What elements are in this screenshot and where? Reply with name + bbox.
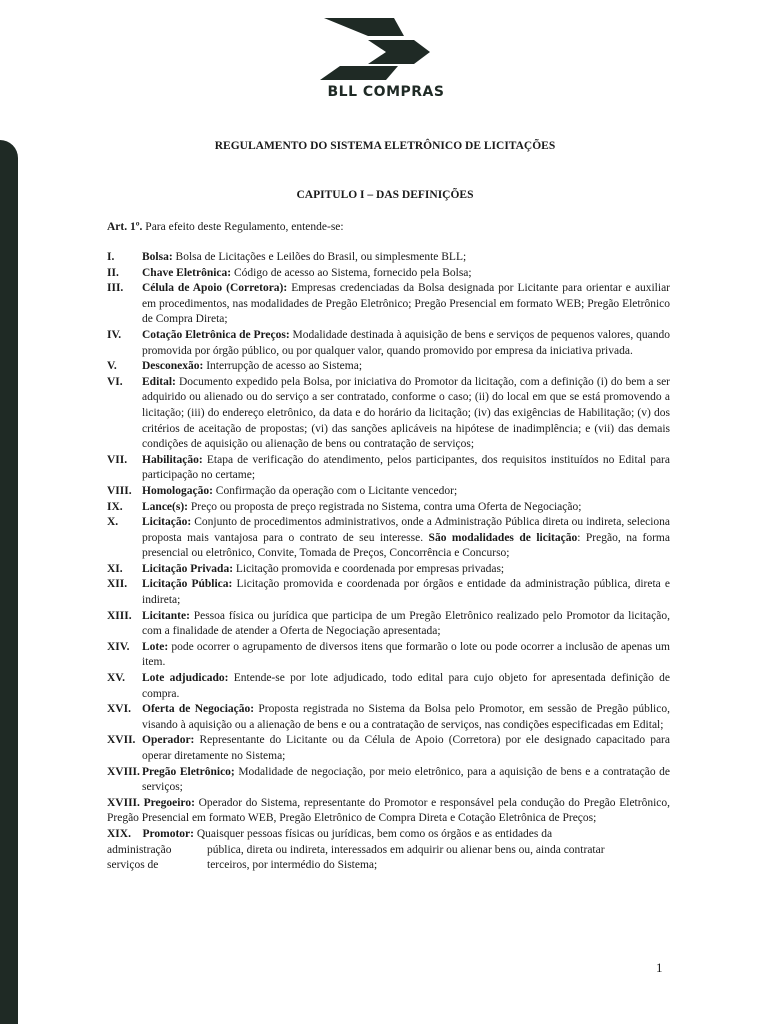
definition-item bbox=[107, 577, 670, 608]
definition-text: Operador do Sistema, representante do Promotor e responsável pela condução do Pregão Eletrônico, Pregão Presencial em formato WEB, Pregão Eletrônico de Compra Direta e Cotação Eletrônica de Preços; bbox=[107, 796, 670, 825]
definition-text: Conjunto de procedimentos administrativos, onde a Administração Pública direta ou indireta, seleciona proposta mais vantajosa para o contrato de seu interesse. bbox=[142, 516, 670, 544]
definition-number: XI. bbox=[107, 562, 123, 575]
definition-term-secondary: São modalidades de licitação bbox=[428, 531, 578, 544]
definition-item-promotor bbox=[107, 827, 670, 843]
continuation-right: terceiros, por intermédio do Sistema; bbox=[207, 859, 378, 872]
definition-item bbox=[107, 702, 670, 733]
definition-term: Bolsa: bbox=[142, 251, 173, 263]
definition-term: Habilitação: bbox=[142, 453, 203, 466]
article-intro-text: Para efeito deste Regulamento, entende-se: bbox=[142, 221, 344, 233]
definition-text: Proposta registrada no Sistema da Bolsa pelo Promotor, em sessão de Pregão público, visando à aquisição ou a alienação de bens e ou a contratação de serviços, nas condições especificadas em Edital; bbox=[142, 703, 670, 731]
definition-item bbox=[107, 500, 670, 516]
definition-text: Código de acesso ao Sistema, fornecido pela Bolsa; bbox=[231, 266, 472, 279]
definition-item bbox=[107, 609, 670, 640]
definition-item bbox=[107, 375, 670, 453]
left-decorative-band bbox=[0, 140, 18, 1024]
definition-number: I. bbox=[107, 251, 115, 263]
promotor-continuation-line bbox=[107, 843, 670, 859]
definition-number: XVI. bbox=[107, 703, 131, 716]
definition-text: Bolsa de Licitações e Leilões do Brasil, ou simplesmente BLL; bbox=[172, 251, 467, 263]
definition-term: Homologação: bbox=[142, 484, 213, 497]
definition-number: IX. bbox=[107, 500, 123, 513]
definition-item-pregoeiro bbox=[107, 796, 670, 827]
definition-item bbox=[107, 266, 670, 282]
chapter-title: CAPITULO I – DAS DEFINIÇÕES bbox=[296, 189, 474, 201]
definition-item bbox=[107, 733, 670, 764]
definition-text: Pessoa física ou jurídica que participa de um Pregão Eletrônico realizado pelo Promotor da licitação, com a finalidade de atender a Oferta de Negociação apresentada; bbox=[142, 609, 670, 638]
definition-term: Lote adjudicado: bbox=[142, 672, 229, 685]
definition-term: Oferta de Negociação: bbox=[142, 703, 255, 716]
article-intro bbox=[107, 221, 344, 233]
definition-text: Representante do Licitante ou da Célula de Apoio (Corretora) por ele designado capacitado para operar diretamente no Sistema; bbox=[142, 734, 670, 762]
definition-term: Cotação Eletrônica de Preços: bbox=[142, 328, 290, 341]
page-number: 1 bbox=[656, 960, 663, 975]
definition-item bbox=[107, 562, 670, 578]
definition-text: Quaisquer pessoas físicas ou jurídicas, bem como os órgãos e as entidades da bbox=[193, 827, 553, 840]
definition-text: Empresas credenciadas da Bolsa designada por Licitante para orientar e auxiliar em procedimentos, nas modalidades de Pregão Eletrônico; Pregão Presencial em formato WEB; Pregão Eletrônico de Compra Direta; bbox=[142, 282, 670, 326]
definition-number: IV. bbox=[107, 328, 122, 341]
definitions-list bbox=[107, 250, 670, 874]
definition-number: XIV. bbox=[107, 640, 130, 653]
definition-number: VII. bbox=[107, 453, 128, 466]
definition-term: Licitante: bbox=[142, 609, 190, 622]
definition-item bbox=[107, 640, 670, 671]
definition-number: X. bbox=[107, 516, 119, 529]
definition-item bbox=[107, 328, 670, 359]
definition-text: Preço ou proposta de preço registrada no Sistema, contra uma Oferta de Negociação; bbox=[188, 500, 582, 513]
brand-name: BLL COMPRAS bbox=[327, 84, 445, 100]
definition-number: II. bbox=[107, 266, 119, 279]
definition-item bbox=[107, 515, 670, 562]
definition-item bbox=[107, 359, 670, 375]
definition-text: Modalidade de negociação, por meio eletrônico, para a aquisição de bens e a contratação de serviços; bbox=[142, 765, 670, 794]
definition-text: Interrupção de acesso ao Sistema; bbox=[203, 360, 363, 373]
definition-item bbox=[107, 281, 670, 328]
definition-text: Licitação promovida e coordenada por órgãos e entidade da administração pública, direta e indireta; bbox=[142, 578, 670, 607]
definition-term: Operador: bbox=[142, 734, 195, 747]
continuation-right: pública, direta ou indireta, interessados em adquirir ou alienar bens ou, ainda contratar bbox=[207, 843, 605, 856]
definition-item bbox=[107, 453, 670, 484]
definition-term: Edital: bbox=[142, 375, 176, 388]
definition-number: V. bbox=[107, 360, 117, 373]
definition-item bbox=[107, 250, 670, 266]
definition-term: Lote: bbox=[142, 640, 169, 653]
definition-term: Pregão Eletrônico; bbox=[142, 765, 235, 778]
definition-text: Entende-se por lote adjudicado, todo edital para cujo objeto for apresentada definição de compra. bbox=[142, 672, 670, 700]
definition-number: XIX. bbox=[107, 827, 131, 840]
definition-number: XVIII. bbox=[107, 796, 140, 809]
continuation-left: administração bbox=[107, 843, 172, 856]
definition-text: Modalidade destinada à aquisição de bens e serviços de pequenos valores, quando promovida por órgão público, ou por qualquer valor, quando promovido por empresa da iniciativa privada. bbox=[142, 328, 670, 357]
definition-item bbox=[107, 484, 670, 500]
definition-item bbox=[107, 765, 670, 796]
definition-text: Confirmação da operação com o Licitante vencedor; bbox=[212, 484, 458, 497]
chevron-logo-icon bbox=[306, 14, 466, 82]
definition-text: Licitação promovida e coordenada por empresas privadas; bbox=[233, 562, 505, 575]
definition-number: VIII. bbox=[107, 484, 132, 497]
definition-text: Etapa de verificação do atendimento, pelos participantes, dos requisitos instituídos no Edital para participação no certame; bbox=[142, 453, 670, 482]
definition-number: III. bbox=[107, 282, 124, 295]
brand-logo bbox=[306, 14, 466, 100]
definition-text: Documento expedido pela Bolsa, por iniciativa do Promotor da licitação, com a definição (i) do bem a ser adquirido ou alienado ou do serviço a ser contratado, conforme o caso; (ii) do local em que se está promovendo a licitação; (iii) do endereço eletrônico, da data e do horário da licitação; (iv) das exigências de Habilitação; (v) dos critérios de aceitação de propostas; (vi) das sanções aplicáveis na hipótese de inadimplência; e (vii) das demais condições de aquisição ou alienação de bens ou contratação de serviços; bbox=[142, 375, 670, 451]
definition-text-secondary: : Pregão, na forma presencial ou eletrônico, Convite, Tomada de Preços, Concorrência e Concurso; bbox=[142, 531, 670, 560]
definition-number: VI. bbox=[107, 375, 123, 388]
definition-number: XIII. bbox=[107, 609, 132, 622]
definition-term: Licitação: bbox=[142, 516, 192, 529]
definition-term: Pregoeiro: bbox=[143, 796, 195, 809]
definition-text: pode ocorrer o agrupamento de diversos itens que formarão o lote ou pode ocorrer a inclusão de apenas um item. bbox=[142, 640, 670, 669]
definition-number: XVII. bbox=[107, 734, 136, 747]
definition-number: XV. bbox=[107, 672, 126, 685]
continuation-left: serviços de bbox=[107, 859, 159, 872]
document-title: REGULAMENTO DO SISTEMA ELETRÔNICO DE LICITAÇÕES bbox=[214, 140, 556, 152]
definition-term: Desconexão: bbox=[142, 360, 204, 373]
definition-term: Licitação Privada: bbox=[142, 562, 234, 575]
definition-term: Lance(s): bbox=[142, 500, 188, 513]
definition-item bbox=[107, 671, 670, 702]
promotor-continuation-line bbox=[107, 858, 670, 874]
article-label: Art. 1º. bbox=[107, 221, 143, 233]
definition-term: Licitação Pública: bbox=[142, 578, 233, 591]
definition-term: Promotor: bbox=[142, 827, 194, 840]
definition-term: Célula de Apoio (Corretora): bbox=[142, 282, 288, 295]
definition-number: XII. bbox=[107, 578, 128, 591]
definition-term: Chave Eletrônica: bbox=[142, 266, 232, 279]
definition-number: XVIII. bbox=[107, 765, 140, 778]
